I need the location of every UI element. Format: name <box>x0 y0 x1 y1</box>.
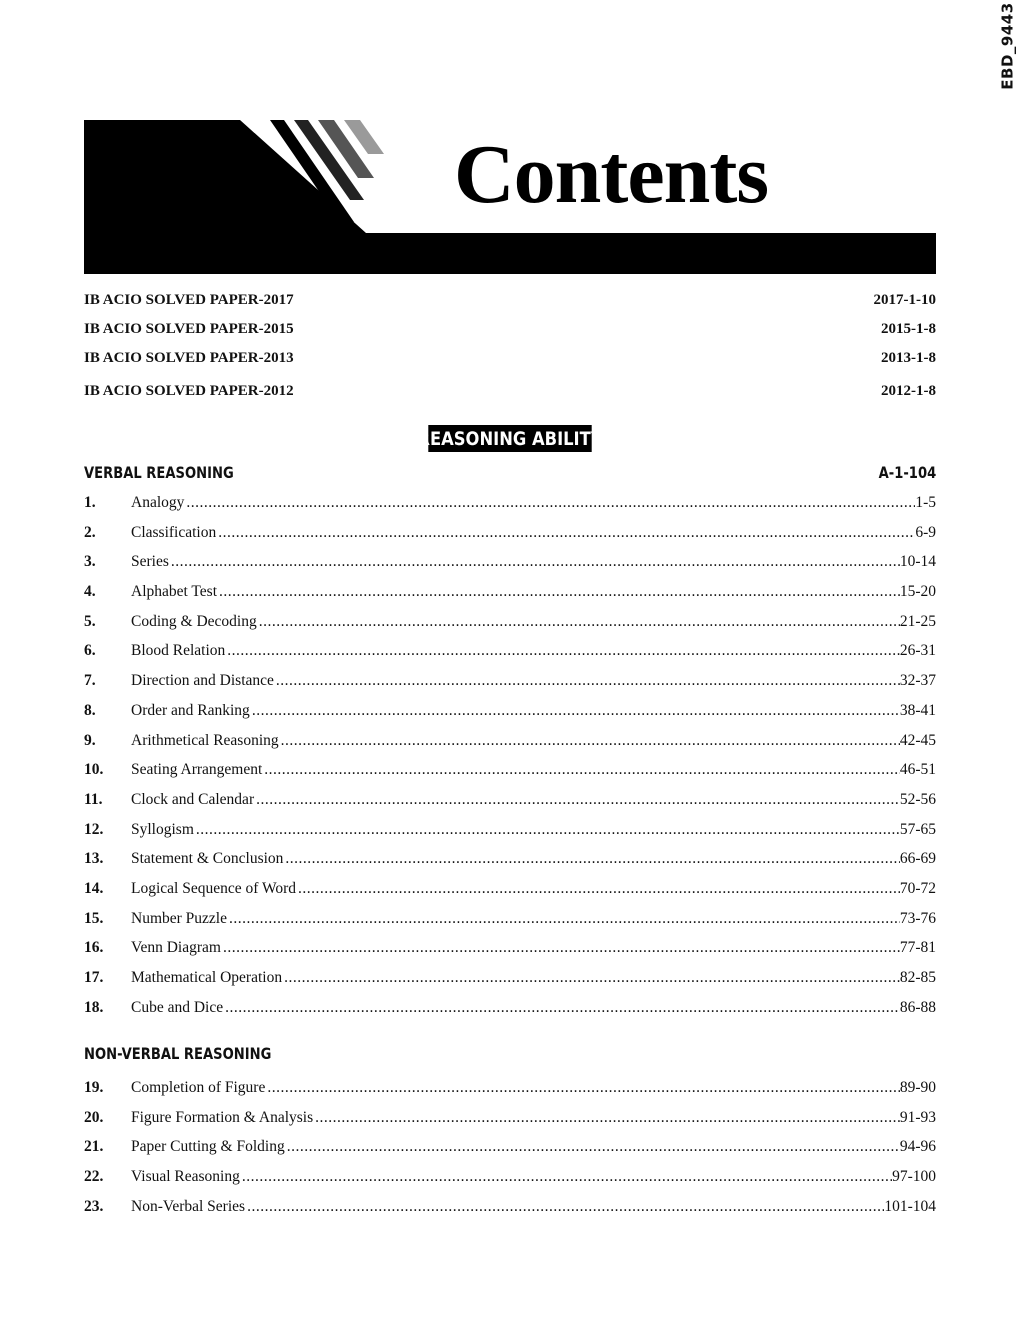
nonverbal-toc-list <box>84 1079 936 1227</box>
toc-entry[interactable] <box>84 791 936 821</box>
verbal-toc-list <box>84 494 936 1028</box>
toc-dot-leader <box>279 732 900 750</box>
toc-entry-pages: 97-100 <box>892 1168 936 1186</box>
toc-dot-leader <box>225 642 900 660</box>
toc-entry-number: 5. <box>84 612 96 630</box>
solved-paper-pages: 2015-1-8 <box>881 320 936 337</box>
toc-entry-title: Number Puzzle <box>131 909 227 927</box>
toc-entry[interactable] <box>84 553 936 583</box>
toc-dot-leader <box>285 1138 900 1156</box>
toc-entry-title: Paper Cutting & Folding <box>131 1138 285 1156</box>
toc-entry-title: Syllogism <box>131 820 194 838</box>
toc-dot-leader <box>250 702 900 720</box>
toc-entry-pages: 91-93 <box>899 1108 936 1126</box>
toc-entry-number: 6. <box>84 642 96 660</box>
toc-entry-title: Cube and Dice <box>131 998 224 1016</box>
toc-entry-number: 10. <box>84 761 104 779</box>
toc-entry-title: Logical Sequence of Word <box>131 879 297 897</box>
solved-paper-label: IB ACIO SOLVED PAPER-2013 <box>84 349 294 366</box>
toc-entry-pages: 26-31 <box>899 642 936 660</box>
toc-dot-leader <box>223 999 900 1017</box>
toc-entry-number: 8. <box>84 701 96 719</box>
toc-entry-pages: 94-96 <box>899 1138 936 1156</box>
toc-dot-leader <box>240 1168 892 1186</box>
toc-dot-leader <box>216 524 915 542</box>
toc-entry-pages: 70-72 <box>899 879 936 897</box>
toc-entry-pages: 32-37 <box>899 672 936 690</box>
toc-entry[interactable] <box>84 761 936 791</box>
solved-paper-row[interactable] <box>84 348 936 368</box>
nonverbal-heading-text: NON-VERBAL REASONING <box>84 1043 272 1063</box>
solved-paper-row[interactable] <box>84 319 936 339</box>
toc-entry-pages: 86-88 <box>899 998 936 1016</box>
toc-dot-leader <box>254 791 900 809</box>
toc-entry-title: Statement & Conclusion <box>131 850 284 868</box>
toc-dot-leader <box>296 880 900 898</box>
verbal-page-range: A-1-104 <box>878 462 936 482</box>
solved-paper-pages: 2012-1-8 <box>881 382 936 399</box>
toc-entry[interactable] <box>84 672 936 702</box>
toc-entry-number: 17. <box>84 969 104 986</box>
toc-entry-pages: 73-76 <box>899 909 936 927</box>
toc-entry-title: Venn Diagram <box>131 939 221 957</box>
toc-dot-leader <box>313 1109 900 1127</box>
toc-entry-pages: 21-25 <box>899 612 936 630</box>
toc-dot-leader <box>169 553 900 571</box>
contents-banner <box>84 120 936 274</box>
solved-paper-row[interactable] <box>84 290 936 310</box>
toc-entry[interactable] <box>84 999 936 1029</box>
toc-entry-number: 14. <box>84 879 104 897</box>
toc-entry-pages: 57-65 <box>899 820 936 838</box>
toc-entry-title: Blood Relation <box>131 642 226 660</box>
verbal-heading-text: VERBAL REASONING <box>84 462 234 482</box>
toc-entry-pages: 10-14 <box>899 553 936 571</box>
toc-dot-leader <box>194 821 900 839</box>
toc-entry-pages: 66-69 <box>899 850 936 868</box>
toc-entry-pages: 46-51 <box>899 761 936 779</box>
toc-entry-number: 19. <box>84 1079 104 1096</box>
solved-paper-label: IB ACIO SOLVED PAPER-2015 <box>84 320 294 337</box>
toc-dot-leader <box>262 761 900 779</box>
toc-entry-title: Series <box>131 553 169 571</box>
toc-entry[interactable] <box>84 642 936 672</box>
toc-dot-leader <box>282 969 900 987</box>
solved-paper-row[interactable] <box>84 381 936 401</box>
toc-entry[interactable] <box>84 1198 936 1228</box>
toc-entry[interactable] <box>84 850 936 880</box>
toc-entry-title: Non-Verbal Series <box>131 1197 246 1215</box>
toc-entry[interactable] <box>84 583 936 613</box>
toc-entry-pages: 1-5 <box>915 494 936 511</box>
toc-entry-number: 13. <box>84 850 104 868</box>
toc-entry[interactable] <box>84 821 936 851</box>
non-verbal-reasoning-heading <box>84 1042 936 1064</box>
toc-entry[interactable] <box>84 1138 936 1168</box>
toc-entry[interactable] <box>84 732 936 762</box>
toc-entry-number: 18. <box>84 998 104 1016</box>
toc-entry[interactable] <box>84 1168 936 1198</box>
toc-entry-number: 3. <box>84 553 96 571</box>
toc-entry-title: Clock and Calendar <box>131 790 255 808</box>
toc-entry-number: 21. <box>84 1138 104 1156</box>
toc-entry-title: Completion of Figure <box>131 1079 266 1096</box>
toc-entry-title: Classification <box>131 523 217 541</box>
toc-entry-number: 15. <box>84 909 104 927</box>
toc-entry-title: Coding & Decoding <box>131 612 257 630</box>
toc-entry-title: Direction and Distance <box>131 672 274 690</box>
toc-entry-pages: 77-81 <box>899 939 936 957</box>
toc-entry-number: 1. <box>84 494 96 511</box>
document-code <box>996 0 1020 92</box>
toc-entry-number: 7. <box>84 672 96 690</box>
solved-paper-pages: 2017-1-10 <box>873 291 936 308</box>
toc-dot-leader <box>184 494 915 512</box>
toc-entry-pages: 42-45 <box>899 731 936 749</box>
solved-paper-pages: 2013-1-8 <box>881 349 936 366</box>
toc-entry-pages: 6-9 <box>915 523 936 541</box>
toc-entry-title: Figure Formation & Analysis <box>131 1108 314 1126</box>
toc-entry[interactable] <box>84 1109 936 1139</box>
toc-entry-title: Alphabet Test <box>131 583 218 601</box>
verbal-reasoning-heading <box>84 461 936 483</box>
toc-entry-number: 20. <box>84 1108 104 1126</box>
toc-entry-title: Order and Ranking <box>131 701 250 719</box>
page-title: Contents <box>454 128 769 221</box>
toc-entry[interactable] <box>84 702 936 732</box>
toc-entry-pages: 52-56 <box>899 790 936 808</box>
toc-entry-title: Analogy <box>131 494 185 511</box>
toc-entry[interactable] <box>84 939 936 969</box>
toc-entry-number: 11. <box>84 790 103 808</box>
toc-entry-number: 9. <box>84 731 96 749</box>
toc-entry-number: 12. <box>84 820 104 838</box>
solved-paper-label: IB ACIO SOLVED PAPER-2017 <box>84 291 294 308</box>
toc-dot-leader <box>245 1198 884 1216</box>
toc-entry-number: 4. <box>84 583 96 601</box>
toc-entry[interactable] <box>84 1079 936 1109</box>
toc-entry[interactable] <box>84 613 936 643</box>
toc-entry[interactable] <box>84 910 936 940</box>
toc-entry[interactable] <box>84 524 936 554</box>
toc-entry-number: 22. <box>84 1168 104 1186</box>
toc-entry[interactable] <box>84 494 936 524</box>
toc-entry-pages: 101-104 <box>884 1197 936 1215</box>
toc-dot-leader <box>217 583 900 601</box>
toc-entry-title: Arithmetical Reasoning <box>131 731 279 749</box>
toc-entry-number: 2. <box>84 523 96 541</box>
toc-entry-title: Mathematical Operation <box>131 969 283 986</box>
toc-entry[interactable] <box>84 880 936 910</box>
toc-entry[interactable] <box>84 969 936 999</box>
toc-entry-number: 23. <box>84 1197 104 1215</box>
toc-entry-title: Visual Reasoning <box>131 1168 240 1186</box>
toc-dot-leader <box>283 850 899 868</box>
solved-paper-label: IB ACIO SOLVED PAPER-2012 <box>84 382 294 399</box>
toc-dot-leader <box>227 910 900 928</box>
toc-entry-pages: 89-90 <box>899 1079 936 1096</box>
toc-dot-leader <box>274 672 900 690</box>
toc-dot-leader <box>221 939 900 957</box>
toc-dot-leader <box>257 613 900 631</box>
section-heading: REASONING ABILITY <box>428 425 591 452</box>
toc-entry-pages: 15-20 <box>899 583 936 601</box>
document-code-text: EBD_9443 <box>999 2 1018 90</box>
toc-entry-number: 16. <box>84 939 104 957</box>
toc-entry-pages: 38-41 <box>899 701 936 719</box>
toc-entry-pages: 82-85 <box>899 969 936 986</box>
toc-dot-leader <box>265 1079 900 1097</box>
toc-entry-title: Seating Arrangement <box>131 761 263 779</box>
